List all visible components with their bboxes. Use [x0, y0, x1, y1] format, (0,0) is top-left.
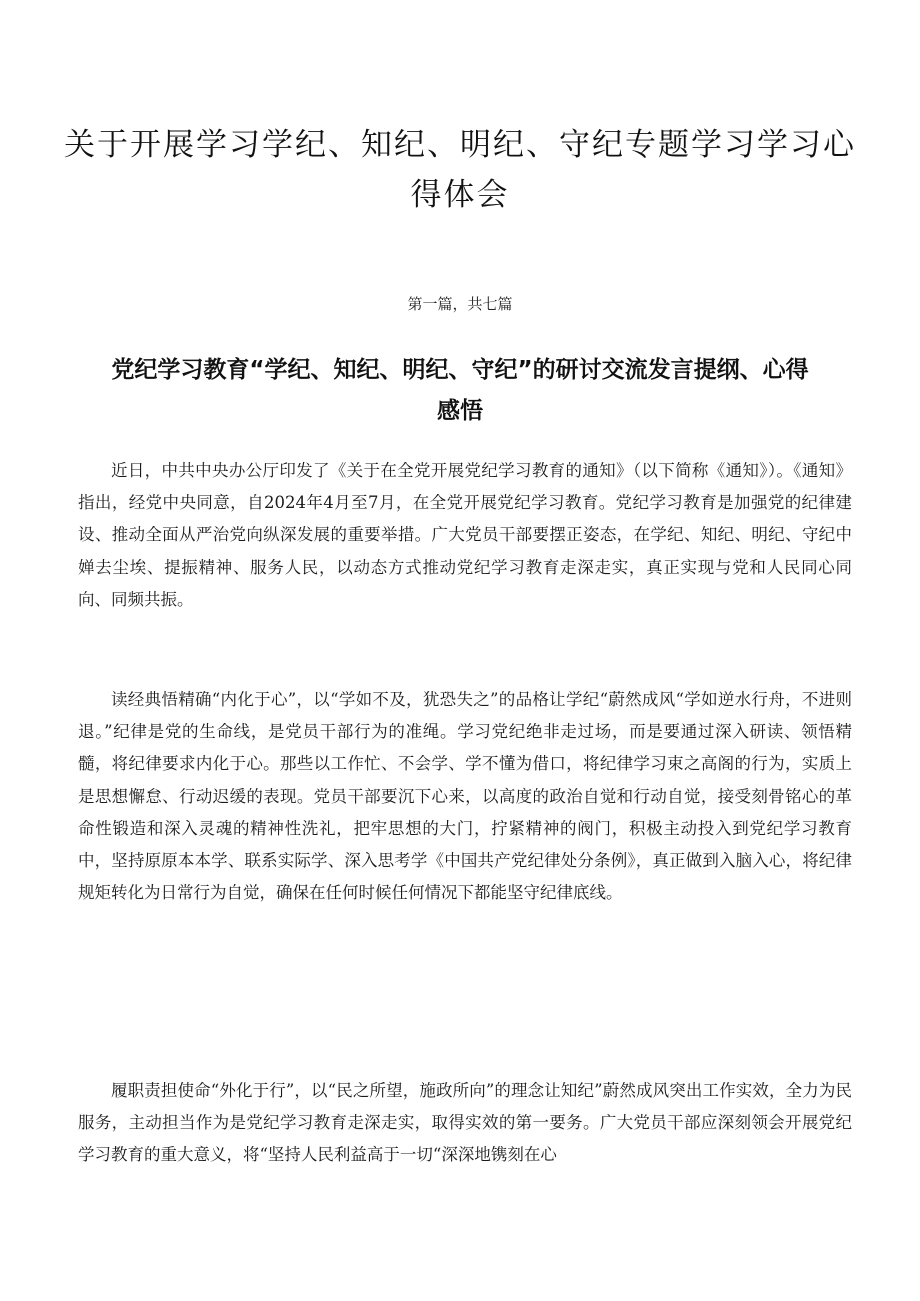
body-paragraph: 履职责担使命“外化于行”，以“民之所望，施政所向”的理念让知纪”蔚然成风突出工作实效，全力为民服务，主动担当作为是党纪学习教育走深走实，取得实效的第一要务。广大党员干部应深刻领会开展党纪学习教育的重大意义，将“坚持人民利益高于一切“深深地镌刻在心 — [78, 1081, 852, 1165]
body-paragraph: 近日，中共中央办公厅印发了《关于在全党开展党纪学习教育的通知》（以下简称《通知》）。《通知》指出，经党中央同意，自2024年4月至7月，在全党开展党纪学习教育。党纪学习教育是加强党的纪律建设、推动全面从严治党向纵深发展的重要举措。广大党员干部要摆正姿态，在学纪、知纪、明纪、守纪中婵去尘埃、提振精神、服务人民，以动态方式推动党纪学习教育走深走实，真正实现与党和人民同心同向、同频共振。 — [78, 461, 852, 609]
body-paragraph: 读经典悟精确“内化于心”，以“学如不及，犹恐失之”的品格让学纪“蔚然成风“学如逆水行舟，不进则退。”纪律是党的生命线，是党员干部行为的准绳。学习党纪绝非走过场，而是要通过深入研读、领悟精髓，将纪律要求内化于心。那些以工作忙、不会学、学不懂为借口，将纪律学习束之高阁的行为，实质上是思想懈怠、行动迟缓的表现。党员干部要沉下心来，以高度的政治自觉和行动自觉，接受刻骨铭心的革命性锻造和深入灵魂的精神性洗礼，把牢思想的大门，拧紧精神的阀门，积极主动投入到党纪学习教育中，坚持原原本本学、联系实际学、深入思考学《中国共产党纪律处分条例》，真正做到入脑入心，将纪律规矩转化为日常行为自觉，确保在任何时候任何情况下都能坚守纪律底线。 — [78, 690, 852, 903]
article-title: 党纪学习教育“学纪、知纪、明纪、守纪”的研讨交流发言提纲、心得感悟 — [111, 357, 809, 424]
document-title: 关于开展学习学纪、知纪、明纪、守纪专题学习学习心得体会 — [64, 127, 856, 213]
section-label: 第一篇，共七篇 — [407, 295, 513, 313]
